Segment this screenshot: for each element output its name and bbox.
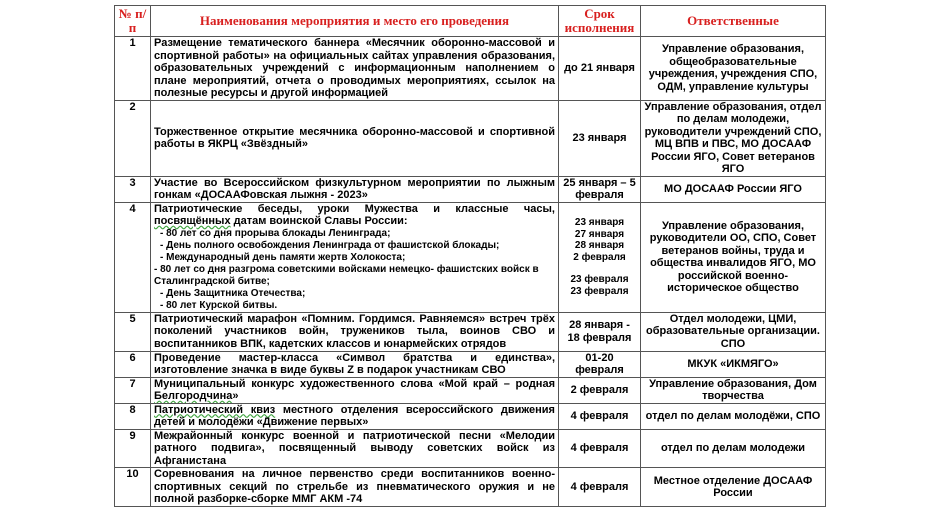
row-number: 9: [115, 429, 151, 468]
event-responsible: Управление образования, Дом творчества: [641, 377, 826, 403]
table-row: [115, 202, 826, 312]
deadline-item: 2 февраля: [573, 251, 626, 263]
event-responsible: Местное отделение ДОСААФ России: [641, 468, 826, 507]
event-deadline: 25 января – 5 февраля: [559, 176, 641, 202]
row-number: 6: [115, 351, 151, 377]
event-name: [151, 403, 559, 429]
event-deadline: до 21 января: [559, 37, 641, 101]
event-name: Патриотический марафон «Помним. Гордимся. Равняемся» встреч трёх поколений участников войн, тружеников тыла, воинов СВО и воспитанников ВПК, кадетских классов и юнармейских отрядов: [151, 312, 559, 351]
deadline-item: 23 января: [574, 217, 625, 228]
event-responsible: Управление образования, общеобразовательные учреждения, учреждения СПО, ОДМ, управление культуры: [641, 37, 826, 101]
event-deadline: 4 февраля: [559, 403, 641, 429]
event-name-outro: датам воинской Славы России:: [230, 215, 408, 227]
event-name-underlined: посвящённых: [154, 215, 231, 227]
row-number: 7: [115, 377, 151, 403]
row-number: 4: [115, 202, 151, 312]
event-name-outro: »: [232, 390, 239, 402]
event-name-underlined: Патриотический квиз: [154, 403, 276, 416]
table-row: [115, 429, 826, 468]
event-responsible: Управление образования, руководители ОО, СПО, Совет ветеранов войны, труда и общества инвалидов ЯГО, МО российской военно-историческое общество: [641, 202, 826, 312]
memorial-date-item: - День Защитника Отечества;: [160, 287, 306, 299]
event-deadline: 4 февраля: [559, 468, 641, 507]
event-responsible: отдел по делам молодёжи, СПО: [641, 403, 826, 429]
table-row: [115, 176, 826, 202]
row-number: 5: [115, 312, 151, 351]
table-row: [115, 377, 826, 403]
memorial-date-item: - 80 лет Курской битвы.: [160, 299, 278, 311]
event-name-intro: Муниципальный конкурс художественного слова «Мой край – родная: [154, 377, 555, 390]
table-header-row: [115, 6, 826, 37]
row-number: 10: [115, 468, 151, 507]
event-name: [151, 202, 559, 312]
event-name: Проведение мастер-класса «Символ братства и единства», изготовление значка в виде буквы Z в подарок участникам СВО: [151, 351, 559, 377]
event-deadline: 01-20 февраля: [559, 351, 641, 377]
header-deadline: Срок исполнения: [559, 6, 641, 37]
event-name: Размещение тематического баннера «Месячник оборонно-массовой и спортивной работы» на официальных сайтах управления образования, образовательных учреждений с информационным наполнением о плане мероприятий, отчета о проводимых мероприятиях, ссылок на полезные ресурсы и другой информацией: [151, 37, 559, 101]
header-number: № п/п: [115, 6, 151, 37]
event-deadline: 2 февраля: [559, 377, 641, 403]
table-row: [115, 403, 826, 429]
deadline-item: 27 января: [574, 228, 625, 240]
event-name-intro: Патриотические беседы, уроки Мужества и классные часы,: [154, 202, 555, 215]
event-responsible: Управление образования, отдел по делам молодежи, руководители учреждений СПО, МЦ ВПВ и ПВС, МО ДОСААФ России ЯГО, Совет ветеранов ЯГО: [641, 100, 826, 176]
deadline-item: 23 февраля: [570, 285, 629, 297]
event-deadline: 23 января: [559, 100, 641, 176]
row-number: 3: [115, 176, 151, 202]
memorial-date-item: - 80 лет со дня разгрома советскими войсками немецко- фашистских войск в Сталинградской битве;: [154, 263, 539, 287]
event-name: Участие во Всероссийском физкультурном мероприятии по лыжным гонкам «ДОСААФовская лыжня - 2023»: [151, 176, 559, 202]
event-responsible: отдел по делам молодежи: [641, 429, 826, 468]
deadline-item: 23 февраля: [570, 274, 629, 285]
event-name: Межрайонный конкурс военной и патриотической песни «Мелодии ратного подвига», посвященный выводу советских войск из Афганистана: [151, 429, 559, 468]
memorial-date-item: - День полного освобождения Ленинграда от фашистской блокады;: [160, 239, 500, 251]
event-responsible: Отдел молодежи, ЦМИ, образовательные организации. СПО: [641, 312, 826, 351]
deadline-spacer: [562, 263, 637, 274]
event-deadline: 28 января - 18 февраля: [559, 312, 641, 351]
memorial-date-item: - Международный день памяти жертв Холокоста;: [160, 251, 406, 263]
table-row: [115, 312, 826, 351]
events-plan-table: [114, 5, 826, 507]
table-row: [115, 468, 826, 507]
event-name: Соревнования на личное первенство среди воспитанников военно-спортивных секций по стрельбе из пневматического оружия и не полной разборке-сборке ММГ АКМ -74: [151, 468, 559, 507]
event-name: Торжественное открытие месячника оборонно-массовой и спортивной работы в ЯКРЦ «Звёздный»: [151, 100, 559, 176]
event-name-underlined: Белгородчина: [154, 390, 233, 402]
event-responsible: МО ДОСААФ России ЯГО: [641, 176, 826, 202]
event-deadline: 4 февраля: [559, 429, 641, 468]
event-name: [151, 377, 559, 403]
header-event-name: Наименования мероприятия и место его проведения: [151, 6, 559, 37]
event-deadline: [559, 202, 641, 312]
table-row: [115, 351, 826, 377]
row-number: 1: [115, 37, 151, 101]
table-row: [115, 100, 826, 176]
deadline-item: 28 января: [574, 240, 625, 251]
row-number: 8: [115, 403, 151, 429]
memorial-date-item: - 80 лет со дня прорыва блокады Ленинграда;: [160, 227, 391, 239]
header-responsible: Ответственные: [641, 6, 826, 37]
event-name-outro: местного отделения всероссийского движения детей и молодёжи «Движение первых»: [154, 403, 555, 428]
row-number: 2: [115, 100, 151, 176]
table-row: [115, 37, 826, 101]
event-responsible: МКУК «ИКМЯГО»: [641, 351, 826, 377]
